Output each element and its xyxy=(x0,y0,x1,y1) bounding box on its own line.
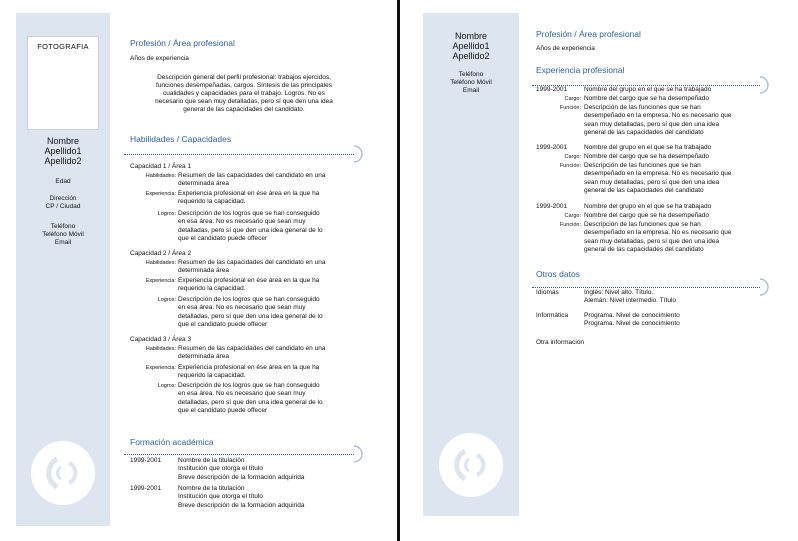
job-label: Función: xyxy=(559,163,581,169)
skill-label: Habilidades: xyxy=(145,173,176,179)
curl-icon xyxy=(758,75,774,95)
education-entry: Nombre de la titulación Institución que otorga el título Breve descripción de la formación adquirida xyxy=(178,485,305,509)
skill-label: Experiencia: xyxy=(145,365,176,371)
job-years: 1999-2001 xyxy=(536,203,568,210)
logo-circle-icon xyxy=(31,441,95,505)
skill-text: Descripción de los logros que se han conseguido en esa área. No es necesario que sean muy detalladas, pero sí que den una idea general de lo que el candidato puede offecer xyxy=(178,382,323,414)
skill-text: Resumen de las capacidades del candidato en una determinada área xyxy=(178,345,326,361)
job-cargo: Nombre del cargo que se ha desempeñado xyxy=(584,153,710,160)
profile-summary: Descripción general del perfil profesional: trabajos ejercidos, funciones desempeñadas, cargos. Síntesis de las principales cualidades y capacidades para el trabajo. Logros. No es necesario que sean muy detalladas, pero sí que den una idea general de las capacidades del candidato. xyxy=(155,74,333,113)
skill-text: Experiencia profesional en ése área en la que ha requerido la capacidad. xyxy=(178,190,320,206)
job-function: Descripción de las funciones que se han desempeñado en la empresa. No es necesario que sean muy detalladas, pero sí que den una idea general de las capacidades del candidato xyxy=(584,104,732,136)
education-title: Formación académica xyxy=(130,437,214,447)
sidebar xyxy=(16,13,110,526)
skill-heading: Capacidad 3 / Área 3 xyxy=(130,336,192,343)
logo-circle-icon xyxy=(439,433,503,497)
address: Dirección CP / Ciudad xyxy=(45,195,81,210)
job-label: Cargo: xyxy=(564,213,581,219)
skill-text: Experiencia profesional en ése área en la que ha requerido la capacidad. xyxy=(178,277,320,293)
other-title: Otros datos xyxy=(536,269,580,279)
curl-icon xyxy=(352,144,368,164)
cv-page-1 xyxy=(0,0,394,541)
curl-icon xyxy=(758,277,774,297)
skill-label: Habilidades: xyxy=(145,346,176,352)
experience-years: Años de experiencia xyxy=(130,55,189,62)
job-company: Nombre del grupo en el que se ha trabajado xyxy=(584,144,712,151)
skills-title: Habilidades / Capacidades xyxy=(130,134,232,144)
job-years: 1999-2001 xyxy=(536,144,568,151)
skill-heading: Capacidad 2 / Área 2 xyxy=(130,250,192,257)
job-function: Descripción de las funciones que se han desempeñado en la empresa. No es necesario que sean muy detalladas, pero sí que den una idea general de las capacidades del candidato xyxy=(584,162,732,194)
job-label: Cargo: xyxy=(564,96,581,102)
photo-label: FOTOGRAFIA xyxy=(37,42,89,51)
section-rule xyxy=(124,154,354,155)
page-divider xyxy=(394,0,404,541)
candidate-name: Nombre Apellido1 Apellido2 xyxy=(44,136,82,166)
skill-heading: Capacidad 1 / Área 1 xyxy=(130,163,192,170)
job-label: Función: xyxy=(559,222,581,228)
section-rule xyxy=(532,287,760,288)
section-rule xyxy=(124,454,354,455)
languages-list: Inglés: Nivel alto. Título. Alemán: Nivel intermedio. Título xyxy=(584,289,677,305)
contact: Teléfono Teléfono Móvil Email xyxy=(450,71,492,94)
profession-title: Profesión / Área profesional xyxy=(130,38,235,48)
skill-label: Logros: xyxy=(157,383,176,389)
candidate-name: Nombre Apellido1 Apellido2 xyxy=(452,31,490,61)
job-company: Nombre del grupo en el que se ha trabajado xyxy=(584,86,712,93)
profession-title: Profesión / Área profesional xyxy=(536,29,641,39)
it-label: Informática xyxy=(536,312,569,319)
skill-label: Logros: xyxy=(157,211,176,217)
education-years: 1999-2001 xyxy=(130,485,162,492)
curl-icon xyxy=(352,444,368,464)
skill-label: Habilidades: xyxy=(145,260,176,266)
skill-text: Experiencia profesional en ése área en la que ha requerido la capacidad. xyxy=(178,364,320,380)
job-label: Cargo: xyxy=(564,154,581,160)
job-cargo: Nombre del cargo que se ha desempeñado xyxy=(584,212,710,219)
skill-text: Descripción de los logros que se han conseguido en esa área. No es necesario que sean muy detalladas, pero sí que den una idea general de lo que el candidato puede offecer xyxy=(178,296,323,328)
other-info: Otra información xyxy=(536,339,585,346)
job-label: Función: xyxy=(559,105,581,111)
photo-placeholder xyxy=(27,36,99,130)
skill-label: Experiencia: xyxy=(145,191,176,197)
cv-page-2 xyxy=(404,0,798,541)
education-years: 1999-2001 xyxy=(130,457,162,464)
experience-years: Años de experiencia xyxy=(536,45,595,52)
age: Edad xyxy=(55,178,71,185)
languages-label: Idiomas xyxy=(536,289,559,296)
job-years: 1999-2001 xyxy=(536,86,568,93)
contact: Teléfono Teléfono Móvil Email xyxy=(42,223,84,246)
sidebar xyxy=(423,13,519,516)
skill-label: Experiencia: xyxy=(145,278,176,284)
education-entry: Nombre de la titulación Institución que otorga el título Breve descripción de la formación adquirida xyxy=(178,457,305,481)
skill-text: Resumen de las capacidades del candidato en una determinada área xyxy=(178,172,326,188)
skill-label: Logros: xyxy=(157,297,176,303)
job-company: Nombre del grupo en el que se ha trabajado xyxy=(584,203,712,210)
job-cargo: Nombre del cargo que se ha desempeñado xyxy=(584,95,710,102)
experience-title: Experiencia profesional xyxy=(536,65,625,75)
skill-text: Resumen de las capacidades del candidato en una determinada área xyxy=(178,259,326,275)
job-function: Descripción de las funciones que se han desempeñado en la empresa. No es necesario que sean muy detalladas, pero sí que den una idea general de las capacidades del candidato xyxy=(584,221,732,253)
it-list: Programa. Nivel de conocimiento Programa. Nivel de conocimiento xyxy=(584,312,680,328)
skill-text: Descripción de los logros que se han conseguido en esa área. No es necesario que sean muy detalladas, pero sí que den una idea general de lo que el candidato puede offecer xyxy=(178,210,323,242)
